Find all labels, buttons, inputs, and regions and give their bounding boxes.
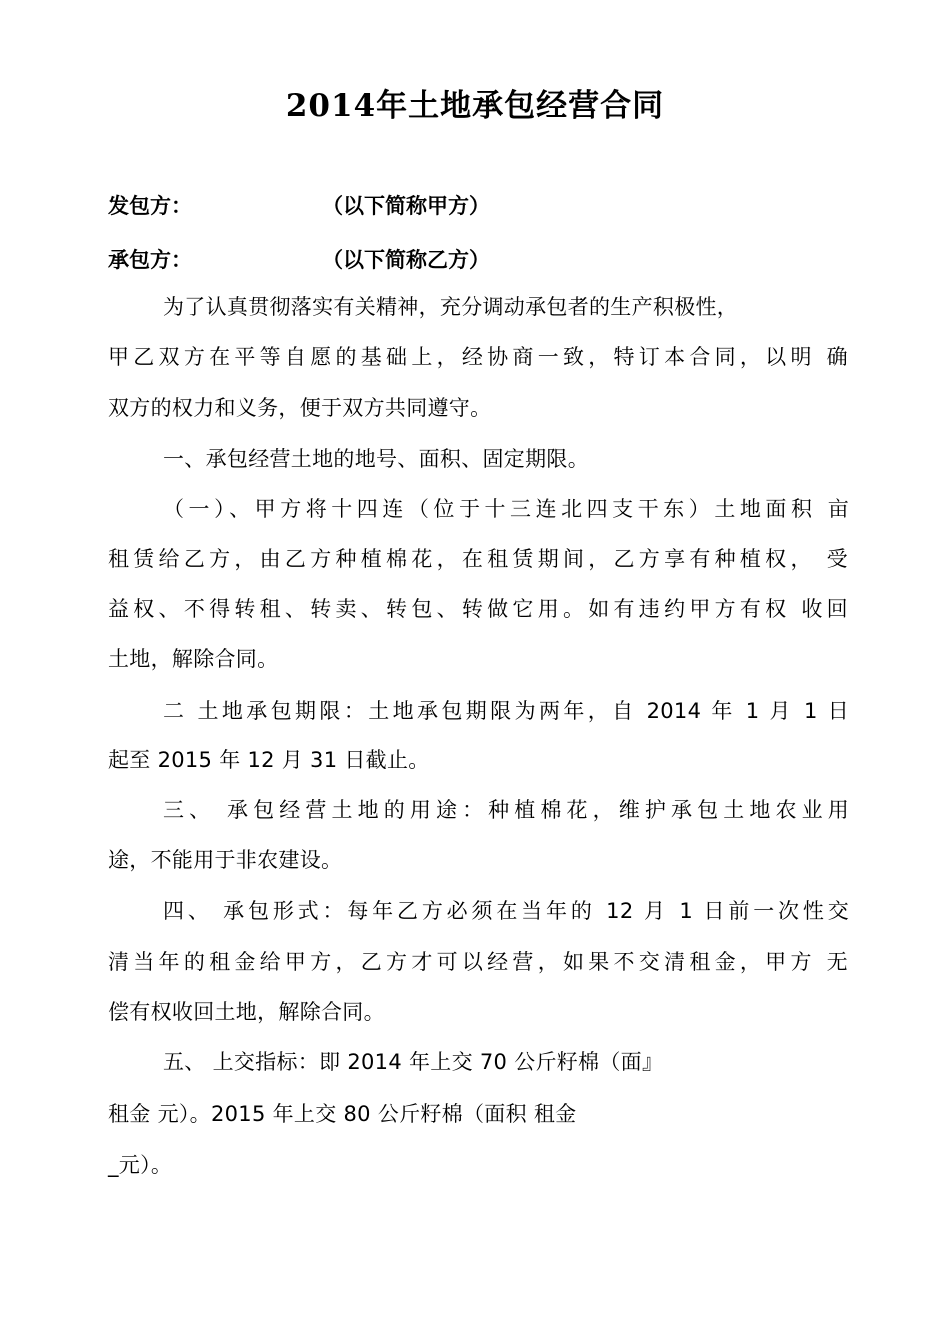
body-line: 起至 2015 年 12 月 31 日截止。 [108, 748, 430, 772]
body-line: _元）。 [108, 1153, 173, 1177]
body-line: 二 土地承包期限：土地承包期限为两年，自 2014 年 1 月 1 日 [163, 699, 849, 723]
party-a-note: （以下简称甲方） [322, 194, 490, 218]
body-line: 偿有权收回土地，解除合同。 [108, 1000, 385, 1024]
party-a-label: 发包方： [108, 194, 192, 218]
body-line: 甲乙双方在平等自愿的基础上，经协商一致，特订本合同，以明 确 [108, 345, 848, 369]
body-line: 途，不能用于非农建设。 [108, 848, 343, 872]
body-line: 租赁给乙方，由乙方种植棉花，在租赁期间，乙方享有种植权， 受 [108, 547, 848, 571]
body-line: 土地，解除合同。 [108, 647, 279, 671]
body-line: 为了认真贯彻落实有关精神，充分调动承包者的生产积极性， [163, 295, 739, 319]
document-title: 2014年土地承包经营合同 [285, 88, 665, 124]
body-line: （一）、甲方将十四连（位于十三连北四支干东）土地面积 亩 [163, 497, 849, 521]
body-line: 三、 承包经营土地的用途：种植棉花，维护承包土地农业用 [163, 798, 849, 822]
body-line: 四、 承包形式：每年乙方必须在当年的 12 月 1 日前一次性交 [163, 899, 849, 923]
body-line: 双方的权力和义务，便于双方共同遵守。 [108, 396, 492, 420]
body-line: 益权、不得转租、转卖、转包、转做它用。如有违约甲方有权 收回 [108, 597, 848, 621]
party-b-row [108, 244, 490, 276]
party-b-label: 承包方： [108, 248, 192, 272]
section-heading: 一、承包经营土地的地号、面积、固定期限。 [163, 447, 589, 471]
body-line: 清当年的租金给甲方，乙方才可以经营，如果不交清租金，甲方 无 [108, 950, 848, 974]
body-line: 五、 上交指标：即 2014 年上交 70 公斤籽棉（面』 [163, 1050, 664, 1074]
party-b-note: （以下简称乙方） [322, 248, 490, 272]
party-a-row [108, 190, 490, 222]
body-line: 租金 元）。2015 年上交 80 公斤籽棉（面积 租金 [108, 1102, 577, 1126]
